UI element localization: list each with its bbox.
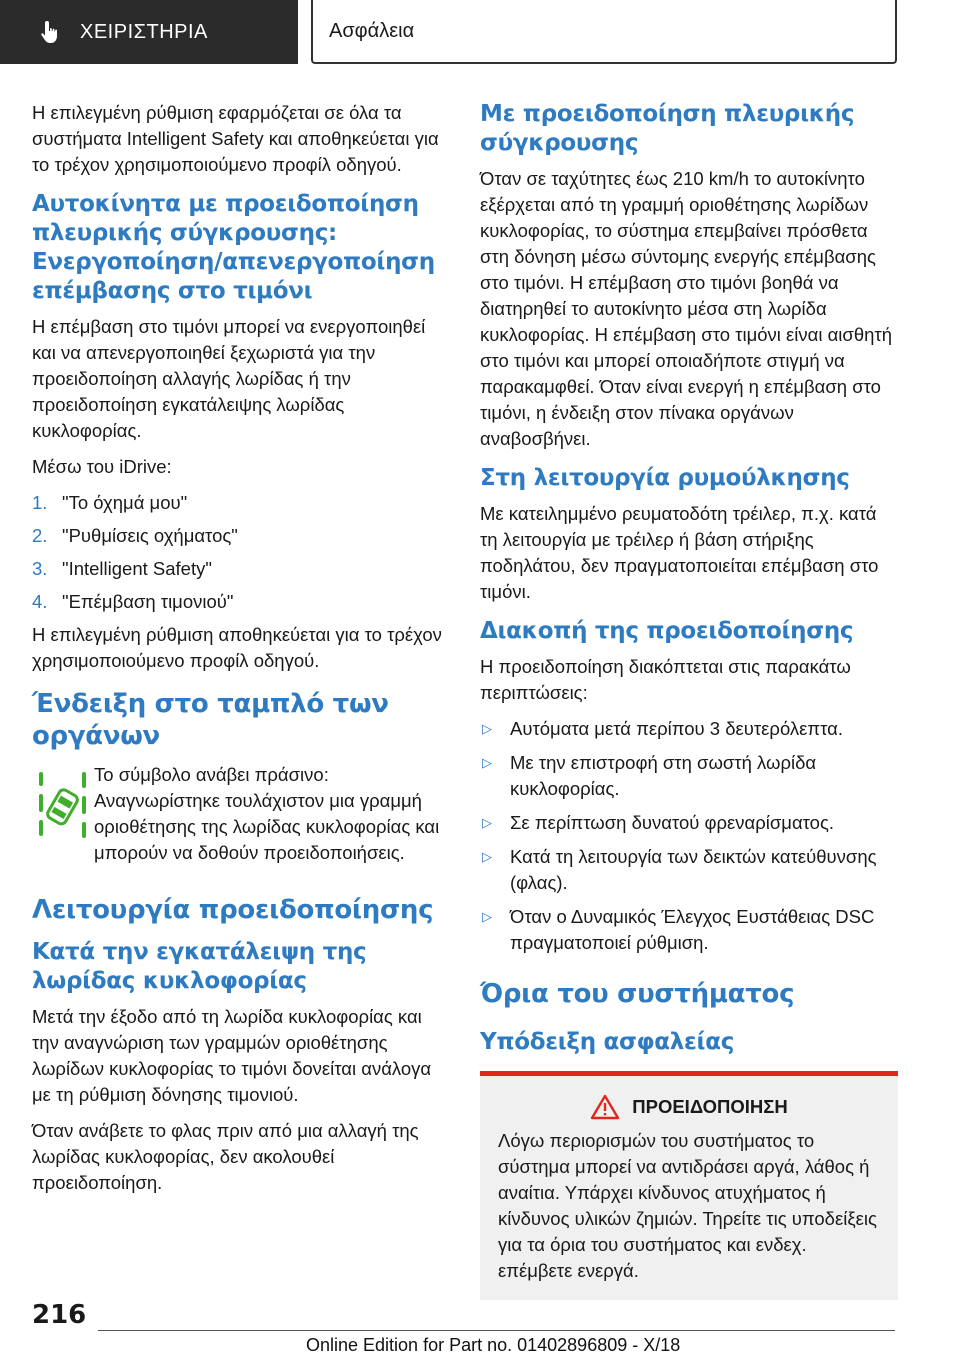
paragraph: Με κατειλημμένο ρευματοδότη τρέιλερ, π.χ. κατά τη λειτουργία με τρέιλερ ή βάση στήριξης ποδηλάτου, δεν πραγματοποιείται επέμβαση στο τιμόνι. — [480, 503, 879, 602]
footer-divider — [98, 1330, 895, 1331]
edition-note: Online Edition for Part no. 01402896809 - X/18 — [306, 1335, 681, 1355]
paragraph: Η προειδοποίηση διακόπτεται στις παρακάτω περιπτώσεις: — [480, 656, 851, 703]
heading-safety-note: Υπόδειξη ασφαλείας — [480, 1029, 735, 1055]
list-item: ▷ Σε περίπτωση δυνατού φρεναρίσματος. — [480, 810, 898, 836]
paragraph: Η επέμβαση στο τιμόνι μπορεί να ενεργοποιηθεί και να απενεργοποιηθεί ξεχωριστά για την προειδοποίηση αλλαγής λωρίδας ή την προειδοποίηση εγκατάλειψης λωρίδας κυκλοφορίας. — [32, 316, 426, 441]
list-item: ▷ Με την επιστροφή στη σωστή λωρίδα κυκλοφορίας. — [480, 750, 898, 802]
paragraph: Μέσω του iDrive: — [32, 456, 172, 477]
list-item: 1. "Το όχημά μου" — [32, 492, 188, 513]
heading-interruption: Διακοπή της προειδοποίησης — [480, 618, 854, 644]
heading-side-collision: Με προειδοποίηση πλευρικής σύγκρουσης — [480, 101, 855, 156]
left-column — [32, 100, 450, 1206]
warning-box — [480, 1071, 898, 1300]
interrupt-conditions — [480, 716, 898, 956]
triangle-bullet-icon: ▷ — [482, 909, 492, 924]
list-item: 4. "Επέμβαση τιμονιού" — [32, 591, 234, 612]
heading-warning-function: Λειτουργία προειδοποίησης — [32, 895, 434, 925]
list-item: ▷ Αυτόματα μετά περίπου 3 δευτερόλεπτα. — [480, 716, 898, 742]
heading-trailer-mode: Στη λειτουργία ρυμούλκησης — [480, 465, 850, 491]
heading-instrument-display: Ένδειξη στο ταμπλό των οργάνων — [32, 689, 389, 751]
paragraph: Η επιλεγμένη ρύθμιση εφαρμόζεται σε όλα τα συστήματα Intelligent Safety και αποθηκεύεται για το τρέχον χρησιμοποιούμενο προφίλ οδηγού. — [32, 102, 439, 175]
triangle-bullet-icon: ▷ — [482, 815, 492, 830]
warning-header — [498, 1094, 880, 1120]
warning-text: Λόγω περιορισμών του συστήματος το σύστημα μπορεί να αντιδράσει αργά, λάθος ή αναίτια. Υπάρχει κίνδυνος ατυχήματος ή κίνδυνος υλικών ζημιών. Τηρείτε τις υποδείξεις για τα όρια του συστήματος και ενδεχ. επέμβετε ενεργά. — [498, 1130, 877, 1281]
heading-leaving-lane: Κατά την εγκατάλειψη της λωρίδας κυκλοφορίας — [32, 939, 367, 994]
lane-departure-symbol-icon — [32, 764, 94, 844]
paragraph: Όταν ανάβετε το φλας πριν από μια αλλαγή της λωρίδας κυκλοφορίας, δεν ακολουθεί προειδοποίηση. — [32, 1120, 419, 1193]
heading-steering-intervention: Αυτοκίνητα με προειδοποίηση πλευρικής σύγκρουσης: Ενεργοποίηση/απενεργοποίηση επέμβασης στο τιμόνι — [32, 191, 435, 304]
paragraph: Μετά την έξοδο από τη λωρίδα κυκλοφορίας και την αναγνώριση των γραμμών οριοθέτησης λωρίδων κυκλοφορίας το τιμόνι δονείται ανάλογα με τη ρύθμιση δόνησης τιμονιού. — [32, 1006, 432, 1105]
heading-system-limits: Όρια του συστήματος — [480, 979, 795, 1009]
section-title: Ασφάλεια — [329, 19, 415, 42]
list-item: 2. "Ρυθμίσεις οχήματος" — [32, 525, 238, 546]
chapter-title: ΧΕΙΡΙΣΤΗΡΙΑ — [80, 20, 208, 43]
triangle-bullet-icon: ▷ — [482, 721, 492, 736]
right-column — [480, 100, 898, 1300]
triangle-bullet-icon: ▷ — [482, 755, 492, 770]
list-item: 3. "Intelligent Safety" — [32, 558, 212, 579]
list-item: ▷ Κατά τη λειτουργία των δεικτών κατεύθυνσης (φλας). — [480, 844, 898, 896]
paragraph: Η επιλεγμένη ρύθμιση αποθηκεύεται για το τρέχον χρησιμοποιούμενο προφίλ οδηγού. — [32, 624, 442, 671]
paragraph: Το σύμβολο ανάβει πράσινο: Αναγνωρίστηκε τουλάχιστον μια γραμμή οριοθέτησης της λωρίδας κυκλοφορίας και μπορούν να δοθούν προειδοποιήσεις. — [94, 764, 440, 863]
symbol-description — [32, 762, 450, 866]
warning-title: ΠΡΟΕΙΔΟΠΟΙΗΣΗ — [632, 1096, 788, 1117]
triangle-bullet-icon: ▷ — [482, 849, 492, 864]
paragraph: Όταν σε ταχύτητες έως 210 km/h το αυτοκίνητο εξέρχεται από τη γραμμή οριοθέτησης λωρίδων κυκλοφορίας, το σύστημα επεμβαίνει πρόσθετα στη δόνηση μέσω σύντομης ενεργής επέμβασης στο τιμόνι. Η επέμβαση στο τιμόνι βοηθά να διατηρηθεί το αυτοκίνητο μέσα στη λωρίδα κυκλοφορίας. Η επέμβαση στο τιμόνι είναι αισθητή στο τιμόνι και μπορεί οποιαδήποτε στιγμή να παρακαμφθεί. Όταν είναι ενεργή η επέμβαση στο τιμόνι, η ένδειξη στον πίνακα οργάνων αναβοσβήνει. — [480, 168, 892, 449]
idrive-steps — [32, 490, 450, 615]
page-number: 216 — [32, 1300, 87, 1330]
section-tab — [311, 0, 897, 64]
warning-triangle-icon — [590, 1094, 620, 1120]
list-item: ▷ Όταν ο Δυναμικός Έλεγχος Ευστάθειας DSC πραγματοποιεί ρύθμιση. — [480, 904, 898, 956]
chapter-tab — [0, 0, 298, 64]
hand-pointer-icon — [38, 18, 66, 46]
